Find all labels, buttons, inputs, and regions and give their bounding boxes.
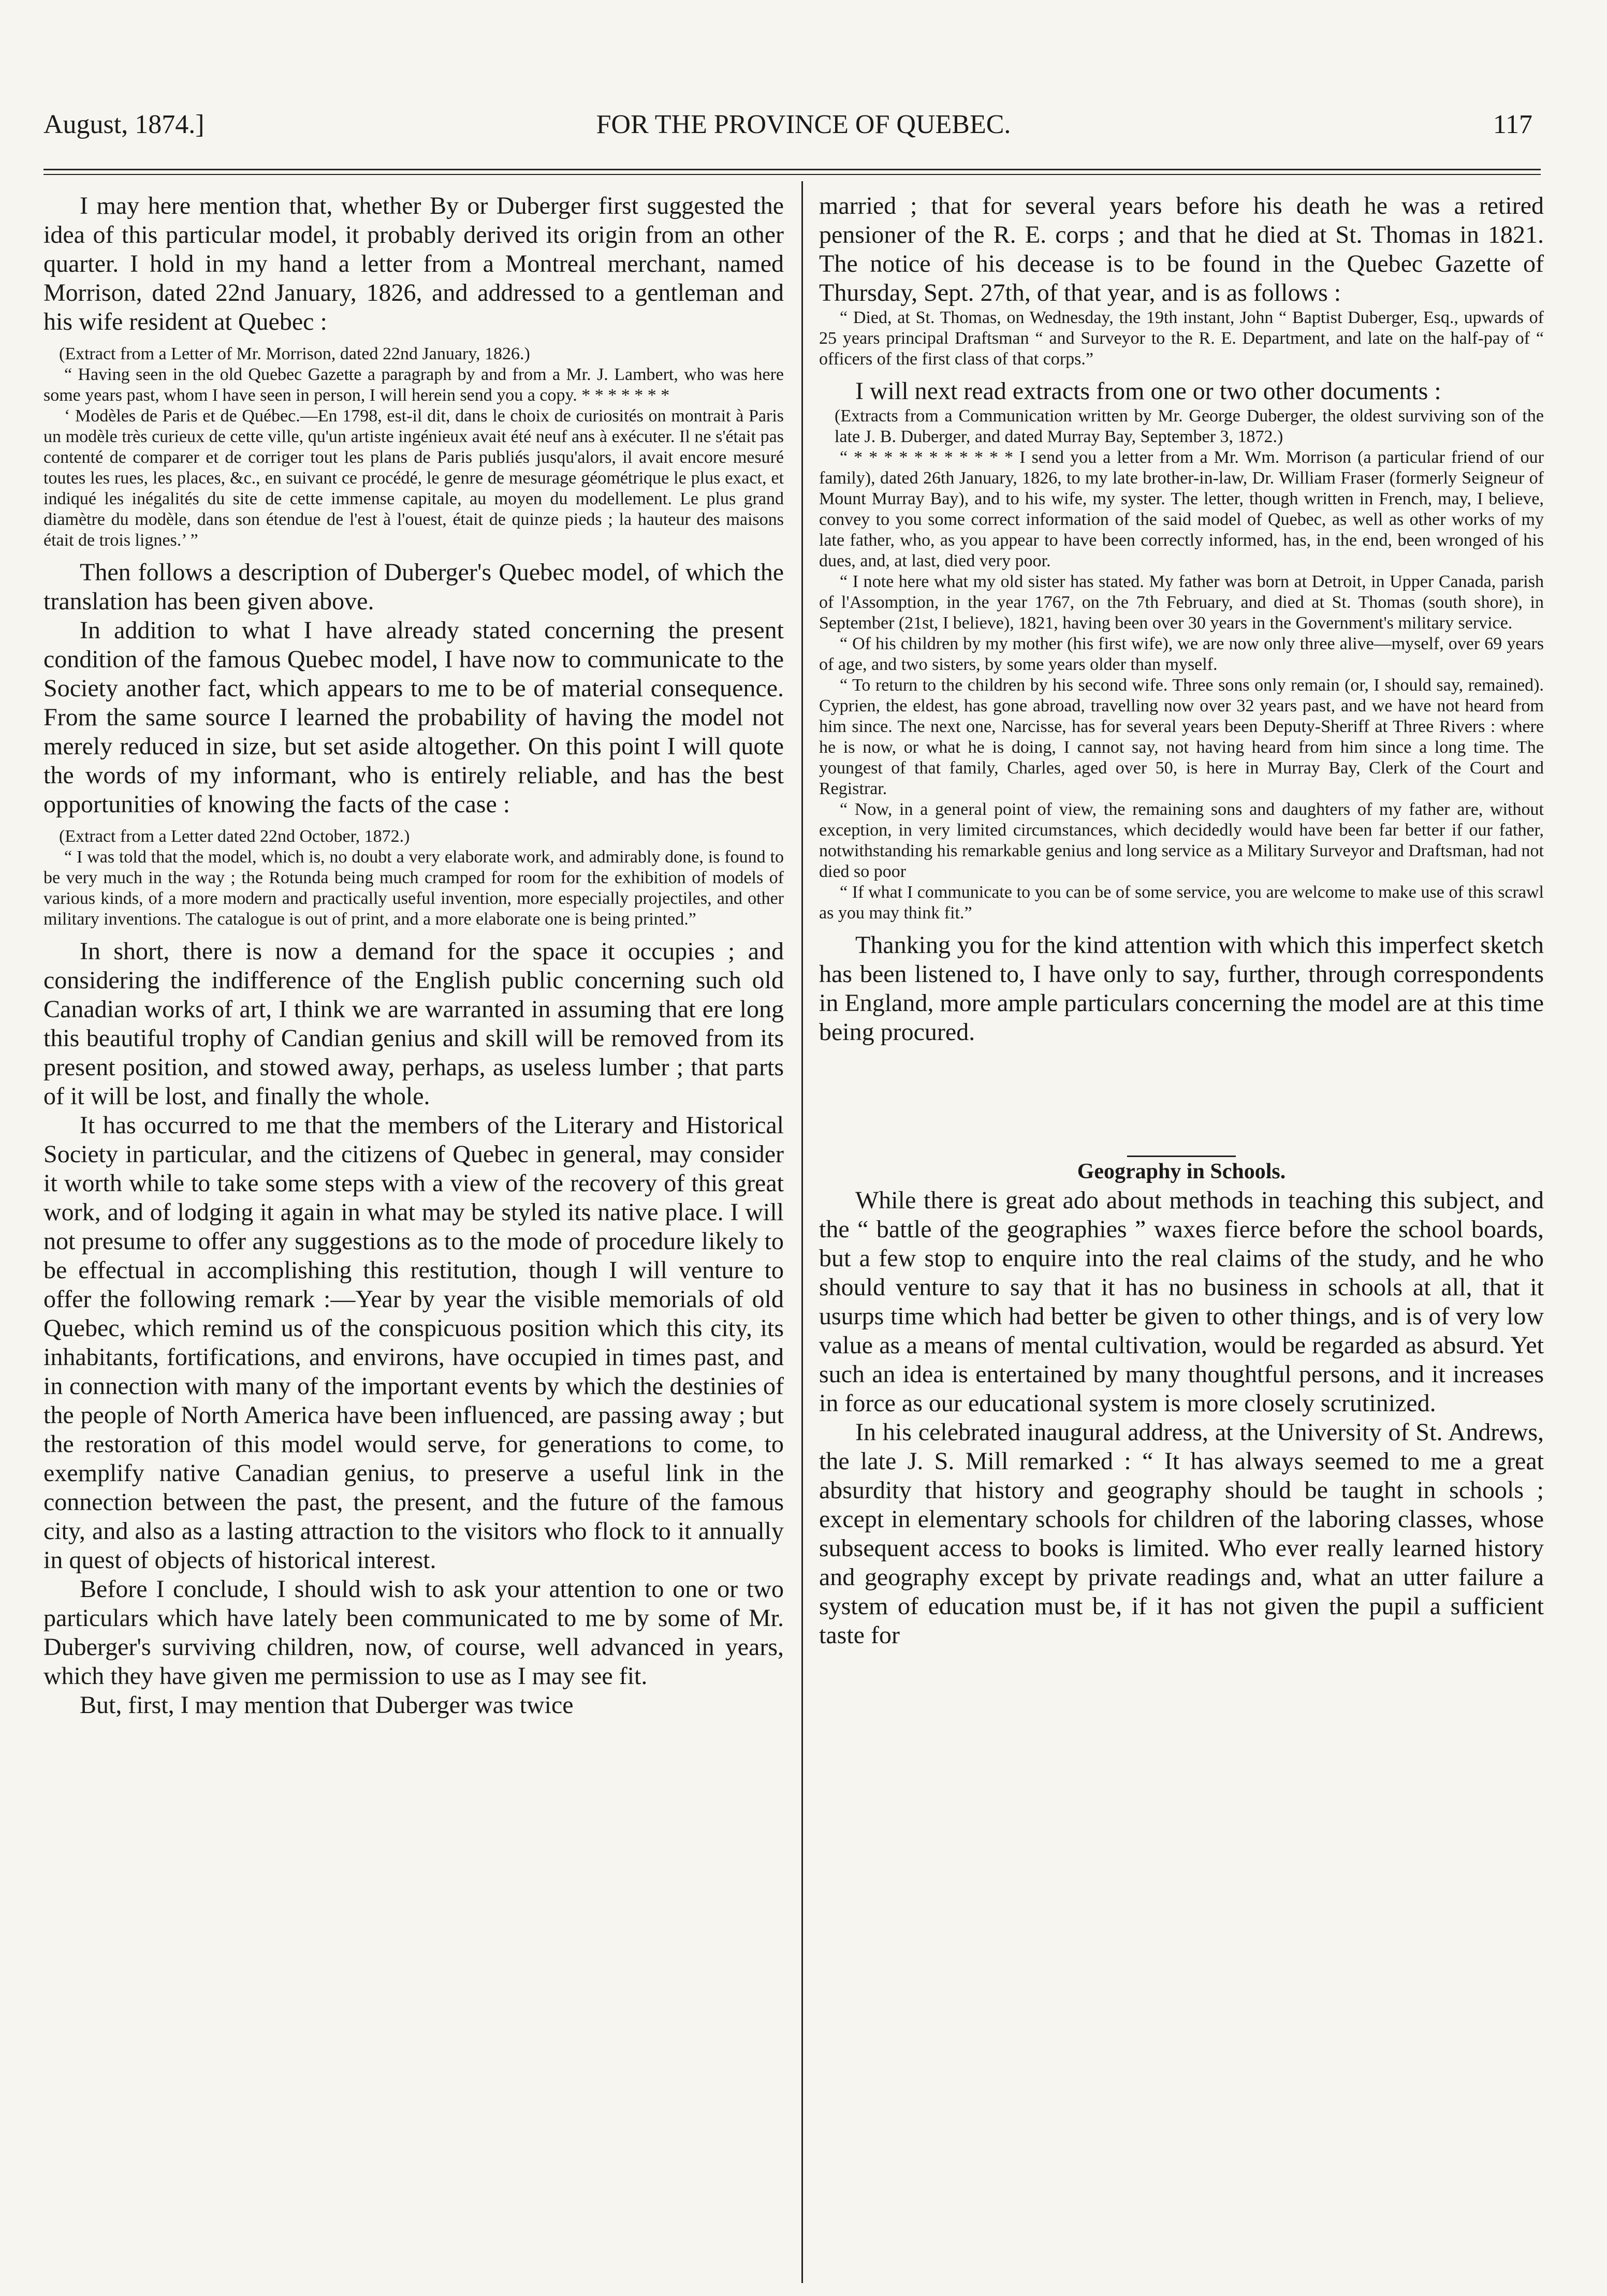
paragraph: In his celebrated inaugural address, at the University of St. Andrews, the late J. S. Mill remarked : “ It has always seemed to me a great absurdity that history and geography should be taught in schools ; except in elementary schools for children of the laboring classes, whose subsequent access to books is limited. Who ever really learned history and geography except by private readings and, what an utter failure a system of education must be, if it has not given the pupil a sufficient taste for: [819, 1418, 1544, 1649]
paragraph: It has occurred to me that the members of the Literary and Historical Society in particular, and the citizens of Quebec in general, may consider it worth while to take some steps with a view of the recovery of this great work, and of lodging it again in what may be styled its native place. I will not presume to offer any suggestions as to the mode of procedure likely to be effectual in accomplishing this restitution, though I will venture to offer the following remark :—Year by year the visible memorials of old Quebec, which remind us of the conspicuous position which this city, its inhabitants, fortifications, and environs, have occupied in times past, and in connection with many of the important events by which the destinies of the people of North America have been influenced, are passing away ; but the restoration of this model would serve, for generations to come, to exemplify native Canadian genius, to preserve a useful link in the connection between the past, the present, and the future of the famous city, and also as a lasting attraction to the visitors who flock to it annually in quest of objects of historical interest.: [43, 1112, 784, 1574]
extract-morrison: [43, 344, 784, 551]
extract-paragraph: ‘ Modèles de Paris et de Québec.—En 1798, est-il dit, dans le choix de curiosités on montrait à Paris un modèle très curieux de cette ville, qu'un artiste ingénieux avait été neuf ans à exécuter. Il ne s'était pas contenté de comparer et de corriger tout les plans de Paris publiés jusqu'alors, il avait encore mesuré toutes les rues, les places, &c., en suivant ce procédé, le genre de mesurage géométrique le plus exact, et indiqué les inégalités du site de cette immense capitale, au moyen du modellement. Le plus grand diamètre du modèle, dans son étendue de l'est à l'ouest, était de quinze pieds ; la hauteur des maisons était de trois lignes.’ ”: [43, 406, 784, 550]
extract-paragraph: “ Having seen in the old Quebec Gazette a paragraph by and from a Mr. J. Lambert, who was here some years past, whom I have seen in person, I will herein send you a copy. * * * * * * *: [43, 365, 784, 405]
extract-paragraph: “ * * * * * * * * * * * I send you a letter from a Mr. Wm. Morrison (a particular friend of our family), dated 26th January, 1826, to my late brother-in-law, Dr. William Fraser (formerly Seigneur of Mount Murray Bay), and to his wife, my syster. The letter, though written in French, may, I believe, convey to you some correct information of the said model of Quebec, as well as other works of my late father, who, as you appear to have been correctly informed, has, in the end, been wronged of his dues, and, at last, died very poor.: [819, 448, 1544, 571]
paragraph: But, first, I may mention that Duberger was twice: [80, 1691, 574, 1719]
paragraph: Thanking you for the kind attention with which this imperfect sketch has been listened to, I have only to say, further, through correspondents in England, more ample particulars concerning the model are at this time being procured.: [819, 931, 1544, 1046]
paragraph: While there is great ado about methods in teaching this subject, and the “ battle of the geographies ” waxes fierce before the school boards, but a few stop to enquire into the real claims of the study, and he who should venture to say that it has no business in schools at all, that it usurps time which had better be given to other things, and is of very low value as a means of mental cultivation, would be regarded as absurd. Yet such an idea is entertained by many thoughtful persons, and it increases in force as our educational system is more closely scrutinized.: [819, 1187, 1544, 1417]
notice-text: “ Died, at St. Thomas, on Wednesday, the 19th instant, John “ Baptist Duberger, Esq., upwards of 25 years principal Draftsman “ and Surveyor to the R. E. Department, and late on the half-pay of “ officers of the first class of that corps.”: [819, 308, 1544, 369]
paragraph: I will next read extracts from one or two other documents :: [855, 377, 1441, 405]
section-title: Geography in Schools.: [1077, 1160, 1286, 1183]
header-date: August, 1874.]: [43, 110, 204, 139]
paragraph: Before I conclude, I should wish to ask your attention to one or two particulars which have lately been communicated to me by some of Mr. Duberger's surviving children, now, of course, well advanced in years, which they have given me permission to use as I may see fit.: [43, 1575, 784, 1690]
page-number: 117: [1493, 110, 1532, 139]
extract-source: (Extract from a Letter dated 22nd October, 1872.): [59, 827, 410, 846]
left-column: [43, 192, 784, 2283]
extract-paragraph: “ If what I communicate to you can be of some service, you are welcome to make use of this scrawl as you may think fit.”: [819, 883, 1544, 923]
extract-october-letter: [43, 826, 784, 930]
extract-paragraph: “ I note here what my old sister has stated. My father was born at Detroit, in Upper Canada, parish of l'Assomption, in the year 1767, on the 7th February, and died at St. Thomas (south shore), in September (21st, I believe), 1821, having been over 30 years in the Government's military service.: [819, 572, 1544, 633]
paragraph: Then follows a description of Duberger's Quebec model, of which the translation has been given above.: [43, 559, 784, 615]
paragraph: married ; that for several years before his death he was a retired pensioner of the R. E. corps ; and that he died at St. Thomas in 1821. The notice of his decease is to be found in the Quebec Gazette of Thursday, Sept. 27th, of that year, and is as follows :: [819, 192, 1544, 306]
paragraph: In addition to what I have already stated concerning the present condition of the famous Quebec model, I have now to communicate to the Society another fact, which appears to me to be of material consequence. From the same source I learned the probability of having the model not merely reduced in size, but set aside altogether. On this point I will quote the words of my informant, who is entirely reliable, and has the best opportunities of knowing the facts of the case :: [43, 617, 784, 818]
extract-source: (Extracts from a Communication written by Mr. George Duberger, the oldest surviving son of the late J. B. Duberger, and dated Murray Bay, September 3, 1872.): [835, 406, 1544, 446]
extract-paragraph: “ Now, in a general point of view, the remaining sons and daughters of my father are, without exception, in very limited circumstances, which decidedly would have been far better if our father, notwithstanding his remarkable genius and long service as a Military Surveyor and Draftsman, had not died so poor: [819, 800, 1544, 881]
header-title: FOR THE PROVINCE OF QUEBEC.: [596, 110, 1011, 139]
header-rule-thin: [43, 174, 1541, 175]
extract-source: (Extract from a Letter of Mr. Morrison, dated 22nd January, 1826.): [59, 344, 530, 363]
extract-paragraph: “ To return to the children by his second wife. Three sons only remain (or, I should say, remained). Cyprien, the eldest, has gone abroad, travelling now over 32 years past, and we have not heard from him since. The next one, Narcisse, has for several years been Deputy-Sheriff at Three Rivers : where he is now, or what he is doing, I cannot say, not having heard from him since a long time. The youngest of that family, Charles, aged over 50, is here in Murray Bay, Clerk of the Court and Registrar.: [819, 676, 1544, 798]
paragraph: I may here mention that, whether By or Duberger first suggested the idea of this particular model, it probably derived its origin from an other quarter. I hold in my hand a letter from a Montreal merchant, named Morrison, dated 22nd January, 1826, and addressed to a gentleman and his wife resident at Quebec :: [43, 192, 784, 335]
column-divider: [801, 181, 803, 2283]
extract-paragraph: “ I was told that the model, which is, no doubt a very elaborate work, and admirably done, is found to be very much in the way ; the Rotunda being much cramped for room for the exhibition of models of various kinds, of a more modern and practically useful invention, more especially projectiles, and other military inventions. The catalogue is out of print, and a more elaborate one is being printed.”: [43, 847, 784, 929]
extracts-george-duberger: [819, 406, 1544, 924]
extract-paragraph: “ Of his children by my mother (his first wife), we are now only three alive—myself, over 69 years of age, and two sisters, by some years older than myself.: [819, 634, 1544, 674]
paragraph: In short, there is now a demand for the space it occupies ; and considering the indifference of the English public concerning such old Canadian works of art, I think we are warranted in assuming that ere long this beautiful trophy of Candian genius and skill will be removed from its present position, and stowed away, perhaps, as useless lumber ; that parts of it will be lost, and finally the whole.: [43, 938, 784, 1110]
death-notice: [819, 308, 1544, 370]
right-column: [819, 192, 1544, 2283]
header-rule: [43, 169, 1541, 170]
